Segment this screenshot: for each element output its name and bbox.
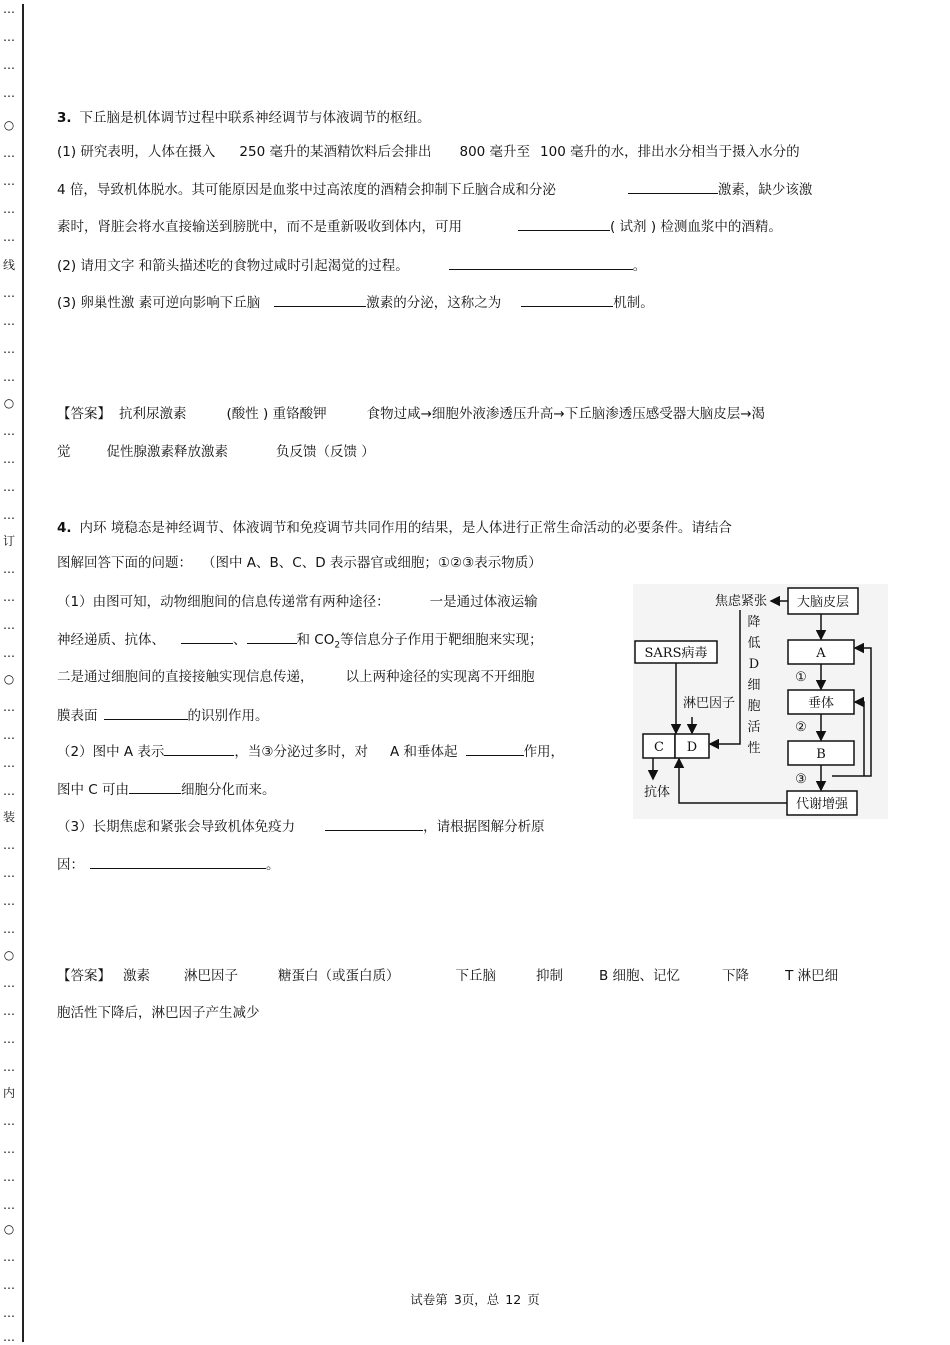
answer-label: 【答案】	[57, 406, 111, 422]
text: 二是通过细胞间的直接接触实现信息传递，	[57, 669, 314, 685]
c-label: C	[654, 740, 664, 755]
margin-dots: …	[3, 1032, 15, 1046]
margin-dots: …	[3, 1142, 15, 1156]
text: 250 毫升的某酒精饮料后会排出	[239, 144, 432, 160]
lymphokine-label: 淋巴因子	[682, 696, 736, 711]
b-label: B	[816, 747, 826, 762]
margin-dots: …	[3, 480, 15, 494]
margin-dots: …	[3, 756, 15, 770]
margin-dots: …	[3, 202, 15, 216]
page-number: 3	[453, 1292, 462, 1307]
margin-dots: …	[3, 174, 15, 188]
vertical-label-char: 胞	[747, 699, 761, 714]
q3-part1-line2	[57, 179, 812, 200]
margin-dots: …	[3, 86, 15, 100]
answer-blank[interactable]	[628, 179, 718, 194]
a-label: A	[816, 646, 826, 661]
margin-dots: …	[3, 452, 15, 466]
margin-char: 线	[2, 258, 15, 272]
margin-dots: …	[3, 922, 15, 936]
answer-blank[interactable]	[274, 292, 366, 307]
text: A 和垂体起	[390, 744, 458, 760]
text: 4 倍，导致机体脱水。其可能原因是血浆中过高浓度的酒精会抑制下丘脑合成和分泌	[57, 182, 556, 198]
text: 以上两种途径的实现离不开细胞	[345, 669, 535, 685]
text: 因：	[57, 857, 84, 873]
text: 抗利尿激素	[119, 406, 187, 422]
text: 一是通过体液运输	[429, 594, 538, 610]
text: 机制。	[613, 295, 654, 311]
text: 、	[233, 632, 247, 648]
margin-dots: …	[3, 1198, 15, 1212]
text: 作用，	[523, 744, 565, 760]
text: 。	[266, 857, 280, 873]
a4-line2	[57, 1003, 260, 1023]
margin-dots: …	[3, 1330, 15, 1344]
q3-part1-line1	[57, 142, 800, 162]
vertical-label-char: D	[748, 657, 760, 672]
margin-dots: …	[3, 784, 15, 798]
text: 和 CO	[296, 632, 335, 648]
answer-blank[interactable]	[521, 292, 613, 307]
margin-dots: …	[3, 1250, 15, 1264]
text: 图解回答下面的问题：	[57, 555, 192, 571]
answer-blank[interactable]	[129, 779, 181, 794]
text: 激素，缺少该激	[717, 182, 813, 198]
text: 觉	[57, 444, 71, 460]
text: ，当③分泌过多时，对	[234, 744, 369, 760]
text: 2	[334, 640, 341, 651]
text: 素时，肾脏会将水直接输送到膀胱中，而不是重新吸收到体内，可用	[57, 219, 462, 235]
text: 下丘脑	[455, 968, 496, 984]
text: ( 试剂 ) 检测血浆中的酒精。	[610, 219, 782, 235]
anxiety-label: 焦虑紧张	[714, 594, 768, 609]
answer-blank[interactable]	[325, 816, 423, 831]
q4-part1-line2	[57, 629, 543, 656]
margin-dots: …	[3, 646, 15, 660]
text: 胞活性下降后，淋巴因子产生减少	[57, 1005, 260, 1021]
margin-dots: …	[3, 58, 15, 72]
text: （3）长期焦虑和紧张会导致机体免疫力	[57, 819, 296, 835]
margin-dots: …	[3, 894, 15, 908]
margin-dots: …	[3, 314, 15, 328]
q4-stem-line1	[57, 518, 732, 538]
text: （图中 A、B、C、D 表示器官或细胞；①②③表示物质）	[202, 555, 542, 571]
text: 激素的分泌，这称之为	[366, 295, 502, 311]
text: （2）图中 A 表示	[57, 744, 165, 760]
text: 负反馈（反馈 ）	[276, 444, 375, 460]
text: 的识别作用。	[187, 708, 269, 724]
margin-circle: ○	[3, 948, 15, 962]
text: 图中 C 可由	[57, 782, 130, 798]
a4-line1	[57, 966, 838, 986]
regulation-diagram	[633, 584, 888, 819]
text: 抑制	[536, 968, 563, 984]
text: （1）由图可知，动物细胞间的信息传递常有两种途径：	[57, 594, 390, 610]
margin-dots: …	[3, 1060, 15, 1074]
margin-char: 内	[2, 1086, 15, 1100]
text: (3) 卵巢性激 素可逆向影响下丘脑	[57, 295, 261, 311]
text: 下降	[722, 968, 750, 984]
vertical-label-char: 低	[747, 636, 761, 651]
answer-blank[interactable]	[181, 629, 233, 644]
margin-dots: …	[3, 728, 15, 742]
text: 激素	[123, 968, 150, 984]
text: (2) 请用文字 和箭头描述吃的食物过咸时引起渴觉的过程。	[57, 258, 409, 274]
margin-dots: …	[3, 424, 15, 438]
metabolism-label: 代谢增强	[795, 797, 849, 812]
text: ，请根据图解分析原	[423, 819, 545, 835]
margin-dots: …	[3, 146, 15, 160]
margin-char: 装	[2, 810, 15, 824]
text: 淋巴因子	[184, 968, 238, 984]
marker-2: ②	[795, 720, 807, 735]
q4-part1-line4	[57, 705, 269, 726]
answer-blank[interactable]	[449, 255, 633, 270]
margin-dots: …	[3, 1114, 15, 1128]
text: 100 毫升的水，排出水分相当于摄入水分的	[540, 144, 800, 160]
margin-dots: …	[3, 2, 15, 16]
margin-dots: …	[3, 1004, 15, 1018]
vertical-label-char: 降	[747, 615, 761, 630]
margin-dots: …	[3, 30, 15, 44]
margin-dots: …	[3, 1170, 15, 1184]
answer-blank[interactable]	[164, 741, 234, 756]
margin-circle: ○	[3, 396, 15, 410]
vertical-label-char: 活	[747, 720, 761, 735]
text: 页	[527, 1292, 540, 1307]
text: 膜表面	[57, 708, 98, 724]
text: 页，总	[461, 1292, 500, 1307]
marker-1: ①	[795, 670, 807, 685]
margin-char: 订	[2, 534, 15, 548]
margin-dots: …	[3, 838, 15, 852]
vertical-label	[747, 615, 760, 756]
margin-dots: …	[3, 342, 15, 356]
cortex-label: 大脑皮层	[796, 595, 850, 610]
binding-margin	[0, 0, 22, 1345]
q3-part3	[57, 292, 654, 313]
vertical-label-char: 性	[747, 741, 761, 756]
page-footer	[0, 1290, 950, 1308]
text: T 淋巴细	[785, 968, 839, 984]
marker-3: ③	[795, 772, 807, 787]
a3-line1	[57, 404, 765, 424]
margin-circle: ○	[3, 118, 15, 132]
text: 等信息分子作用于靶细胞来实现；	[340, 632, 543, 648]
margin-dots: …	[3, 700, 15, 714]
text: 800 毫升至	[459, 144, 531, 160]
a3-line2	[57, 442, 375, 462]
margin-dots: …	[3, 590, 15, 604]
q3-part2	[57, 255, 646, 276]
antibody-label: 抗体	[643, 785, 671, 800]
answer-label: 【答案】	[57, 968, 111, 984]
answer-blank[interactable]	[518, 216, 610, 231]
text: 细胞分化而来。	[181, 782, 276, 798]
answer-blank[interactable]	[466, 741, 524, 756]
q3-stem-text: 下丘脑是机体调节过程中联系神经调节与体液调节的枢纽。	[79, 110, 431, 126]
margin-dots: …	[3, 230, 15, 244]
text: 试卷第	[410, 1292, 448, 1307]
text: 神经递质、抗体、	[57, 632, 165, 648]
text: (酸性 ) 重铬酸钾	[226, 406, 327, 422]
margin-dots: …	[3, 1306, 15, 1320]
margin-circle: ○	[3, 672, 15, 686]
text: 食物过咸→细胞外液渗透压升高→下丘脑渗透压感受器大脑皮层→渴	[366, 406, 766, 422]
text: 内环 境稳态是神经调节、体液调节和免疫调节共同作用的结果，是人体进行正常生命活动的必要条件。请结合	[79, 520, 732, 536]
vertical-label-char: 细	[747, 678, 761, 693]
margin-dots: …	[3, 286, 15, 300]
pituitary-label: 垂体	[807, 696, 835, 711]
q4-part1-line3	[57, 667, 535, 687]
margin-dots: …	[3, 562, 15, 576]
margin-dots: …	[3, 370, 15, 384]
margin-dots: …	[3, 866, 15, 880]
total-pages: 12	[505, 1292, 522, 1307]
margin-dots: …	[3, 1278, 15, 1292]
margin-circle: ○	[3, 1222, 15, 1236]
q4-part3-line1	[57, 816, 545, 837]
answer-blank[interactable]	[90, 854, 266, 869]
q4-part3-line2	[57, 854, 280, 875]
margin-dots: …	[3, 976, 15, 990]
text: 促性腺激素释放激素	[106, 444, 228, 460]
sars-label: SARS病毒	[644, 646, 708, 661]
q4-part1-line1	[57, 592, 538, 612]
q3-stem	[57, 108, 431, 128]
text: (1) 研究表明，人体在摄入	[57, 144, 216, 160]
text: 糖蛋白（或蛋白质）	[278, 968, 400, 984]
margin-rule	[22, 4, 24, 1342]
q3-part1-line3	[57, 216, 782, 237]
q4-part2-line2	[57, 779, 276, 800]
q4-part2-line1	[57, 741, 564, 762]
margin-dots: …	[3, 618, 15, 632]
answer-blank[interactable]	[247, 629, 297, 644]
q4-stem-line2	[57, 553, 542, 573]
q3-number: 3.	[57, 110, 72, 126]
d-label: D	[686, 740, 698, 755]
margin-dots: …	[3, 508, 15, 522]
q4-number: 4.	[57, 520, 72, 536]
text: 。	[632, 258, 647, 274]
text: B 细胞、记忆	[599, 968, 681, 984]
answer-blank[interactable]	[104, 705, 188, 720]
